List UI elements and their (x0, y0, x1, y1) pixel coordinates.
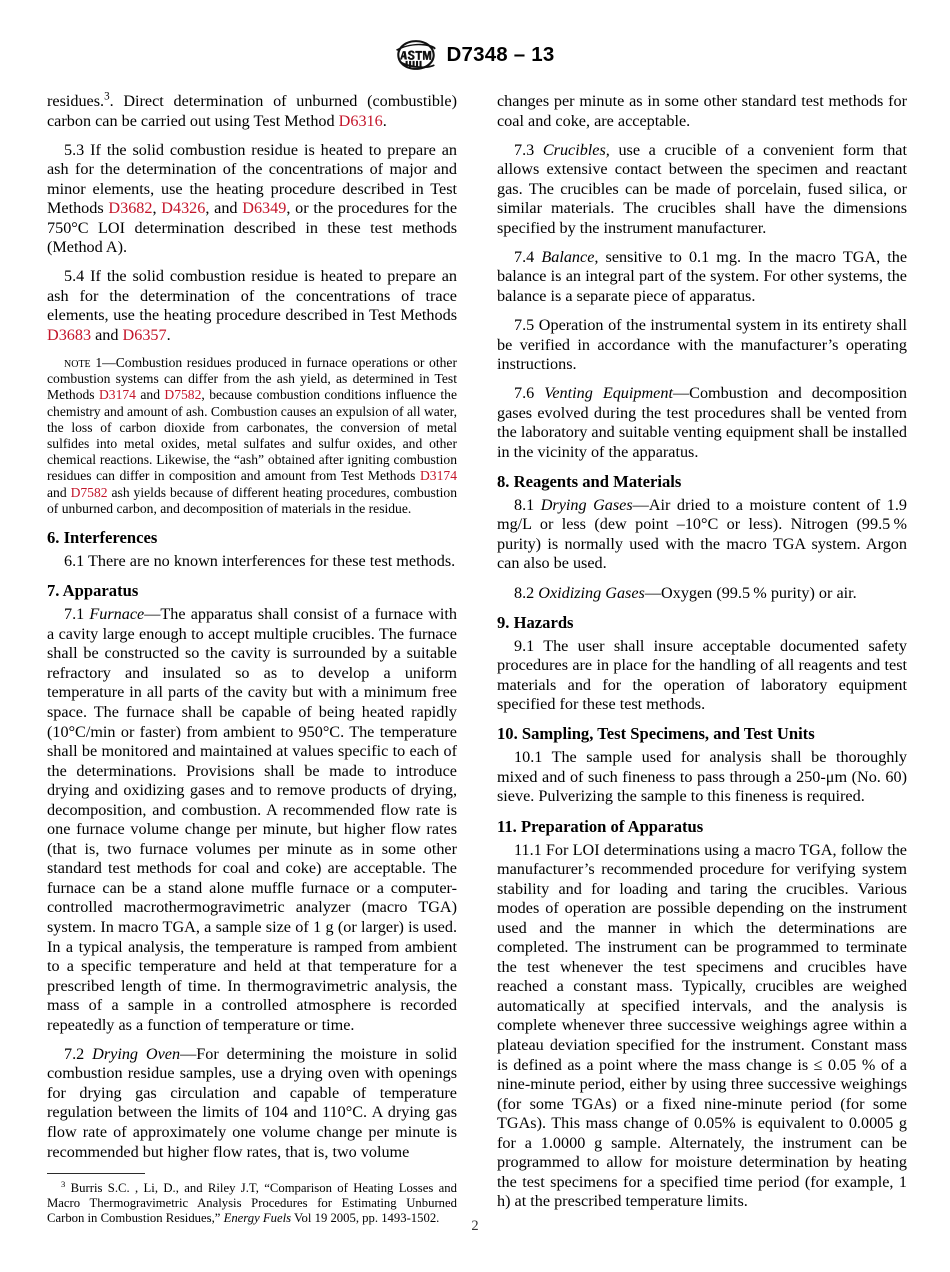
text-fragment: —Air dried to a moisture content of 1.9 mg/L or less (dew point –10°C or less). Nitrogen (99.5 % purity) is normally used with the macro TGA system. Argon can also be used. (497, 495, 907, 573)
text-fragment: , or the procedures for the 750°C LOI determination described in these test methods (Method A). (47, 199, 458, 257)
journal-title: Energy Fuels (223, 1211, 292, 1226)
text-fragment: —Oxygen (99.5 % purity) or air. (644, 583, 857, 602)
defined-term-balance: Balance, (541, 247, 599, 266)
paragraph-7-2 (47, 1045, 457, 1162)
standard-reference-d7582-b[interactable]: D7582 (70, 484, 108, 500)
text-fragment: , (152, 199, 162, 218)
text-fragment: and (135, 387, 165, 403)
text-fragment: Vol 19 2005, pp. 1493-1502. (291, 1211, 440, 1226)
clause-number: 7.2 (64, 1044, 93, 1063)
paragraph-8-2 (497, 584, 907, 604)
text-fragment: ash yields because of different heating procedures, combustion of unburned carbon, and decomposition of materials in the residue. (47, 484, 457, 516)
paragraph-8-1 (497, 496, 907, 574)
standard-reference-d6349[interactable]: D6349 (242, 199, 287, 218)
section-heading-8: 8. Reagents and Materials (497, 471, 682, 491)
paragraph-continued-residues (47, 92, 457, 131)
paragraph-7-4 (497, 248, 907, 307)
text-fragment: . (166, 326, 171, 345)
paragraph-10-1: 10.1 The sample used for analysis shall be thoroughly mixed and of such fineness to pass through a 250-μm (No. 60) sieve. Pulverizing the sample to this fineness is required. (497, 748, 907, 806)
section-heading-6: 6. Interferences (47, 528, 158, 548)
standard-reference-d7582[interactable]: D7582 (164, 387, 202, 403)
text-fragment: Burris S.C. , Li, D., and Riley J.T, “Comparison of Heating Losses and Macro Thermogravimetric Analysis Procedures for Estimating Unburned Carbon in Combustion Residues,” (47, 1181, 457, 1226)
paragraph-5-4 (47, 267, 457, 345)
clause-number: 8.1 (514, 495, 541, 514)
paragraph-6-1: 6.1 There are no known interferences for these test methods. (64, 552, 456, 571)
text-fragment: use a crucible of a convenient form that allows extensive contact between the specimen and reactant gas. The crucibles can be made of porcelain, fused silica, or similar materials. The crucibles shall have the dimensions specified by the instrument manufacturer. (497, 140, 907, 237)
defined-term-venting-equipment: Venting Equipment (544, 384, 673, 403)
text-fragment: sensitive to 0.1 mg. In the macro TGA, the balance is an integral part of the system. For other systems, the balance is a separate piece of apparatus. (497, 247, 908, 305)
footnote-marker[interactable]: 3 (104, 90, 110, 103)
footnote-number: 3 (61, 1178, 66, 1189)
paragraph-5-3 (47, 141, 457, 258)
paragraph-7-3 (497, 141, 907, 239)
footnote-separator-rule (47, 1173, 145, 1174)
standard-reference-d6316[interactable]: D6316 (338, 111, 383, 130)
page-number: 2 (471, 1218, 479, 1234)
defined-term-furnace: Furnace (89, 605, 145, 624)
defined-term-drying-oven: Drying Oven (92, 1044, 181, 1063)
paragraph-11-1: 11.1 For LOI determinations using a macro TGA, follow the manufacturer’s recommended procedure for verifying system stability and for loading and taring the crucibles. Various modes of operation are possible depending on the instrument used and the manner in which the determinations are completed. The instrument can be programmed to terminate the test whenever the test specimens and crucibles have reached a constant mass. Typically, crucibles are weighed automatically at specified intervals, and the analysis is complete whenever three successive weighings agree within a plateau deviation specified for the instrument. Constant mass is defined as a point where the mass change is ≤ 0.05 % of a nine-minute period, either by using three successive weighings (for some TGAs) or a fixed nine-minute period (for some TGAs). This mass change of 0.05% is equivalent to 0.0005 g for a 1.0000 g sample. Alternately, the instrument can be programmed to allow for moisture determination by heating the test specimens for a specified time period (for example, 1 h) at the prescribed temperature limits. (497, 840, 907, 1211)
defined-term-crucibles: Crucibles, (542, 140, 610, 159)
text-fragment: , because combustion conditions influence the chemistry and amount of ash. Combustion causes an expulsion of all water, the loss of carbon dioxide from carbonates, the conversion of metal sulfides into metal oxides, metal sulfates and sulfur oxides, and other chemical reactions. Likewise, the “ash” obtained after igniting combustion residues can differ in composition and amount from Test Methods (47, 387, 457, 484)
standard-reference-d3683[interactable]: D3683 (47, 326, 92, 345)
text-fragment: residues. (47, 92, 105, 110)
standard-reference-d3174-b[interactable]: D3174 (419, 468, 457, 484)
defined-term-oxidizing-gases: Oxidizing Gases (538, 583, 645, 602)
clause-number: 7.6 (514, 384, 545, 403)
text-fragment: and (47, 484, 71, 500)
clause-number: 7.1 (64, 605, 90, 624)
section-heading-9: 9. Hazards (497, 612, 574, 632)
paragraph-9-1: 9.1 The user shall insure acceptable documented safety procedures are in place for the handling of all reagents and test materials and for the operation of laboratory equipment specified for these test methods. (497, 636, 907, 714)
text-fragment: 5.3 If the solid combustion residue is heated to prepare an ash for the determination of the concentrations of major and minor elements, use the heating procedure described in Test Methods (47, 140, 457, 218)
right-column (497, 92, 907, 1227)
note-1 (47, 355, 457, 517)
text-fragment: . Direct determination of unburned (combustible) carbon can be carried out using Test Method (47, 92, 457, 130)
page-header (0, 38, 950, 72)
standard-reference-d6357[interactable]: D6357 (122, 326, 167, 345)
text-fragment: , and (205, 199, 243, 218)
paragraph-7-1 (47, 605, 457, 1035)
defined-term-drying-gases: Drying Gases (540, 495, 633, 514)
paragraph-7-6 (497, 384, 907, 462)
text-fragment: —For determining the moisture in solid combustion residue samples, use a drying oven with openings for drying gas circulation and capable of temperature regulation between the limits of 104 and 110°C. A drying gas flow rate of approximately one volume change per minute is recommended but higher flow rates, that is, two volume (47, 1044, 458, 1161)
text-fragment: —Combustion and decomposition gases evolved during the test procedures shall be vented from the laboratory and suitable venting equipment shall be installed in the vicinity of the apparatus. (497, 384, 908, 461)
section-heading-7: 7. Apparatus (47, 581, 139, 601)
standard-reference-d3682[interactable]: D3682 (108, 199, 153, 218)
astm-logo-icon (395, 38, 437, 72)
clause-number: 8.2 (514, 583, 539, 602)
clause-number: 7.4 (514, 247, 542, 266)
text-fragment: —The apparatus shall consist of a furnace with a cavity large enough to accept multiple crucibles. The furnace shall be constructed so the cavity is surrounded by a suitable refractory and insulated so as to develop a uniform temperature in all parts of the cavity but with a minimum free space. The furnace shall be capable of being heated rapidly (10°C/min or faster) from ambient to 950°C. The temperature shall be monitored and maintained at values specific to each of the determinations. Provisions shall be made to introduce drying and oxidizing gases and to remove products of drying, decomposition, and combustion. A recommended flow rate is one furnace volume change per minute, but higher flow rates (that is, two furnace volumes per minute as in some other standard test methods for coal and coke) are acceptable. The furnace can be a stand alone muffle furnace or a computer-controlled macrothermogravimetric analyzer (macro TGA) system. In macro TGA, a sample size of 1 g (or larger) is used. In a typical analysis, the temperature is ramped from ambient to a specific temperature and held at that temperature for a prescribed length of time. In thermogravimetric analysis, the mass of a sample in a controlled atmosphere is recorded repeatedly as a function of temperature or time. (47, 605, 458, 1034)
section-heading-11: 11. Preparation of Apparatus (497, 816, 704, 836)
note-label: note (64, 355, 91, 371)
standard-designation: D7348 – 13 (446, 43, 555, 66)
paragraph-7-5: 7.5 Operation of the instrumental system in its entirety shall be verified in accordance with the manufacturer’s operating instructions. (497, 315, 907, 374)
left-column (47, 92, 457, 1227)
two-column-body (47, 92, 908, 1227)
text-fragment: and (91, 326, 123, 345)
section-heading-10: 10. Sampling, Test Specimens, and Test Units (497, 724, 815, 744)
standard-reference-d4326[interactable]: D4326 (161, 199, 206, 218)
clause-number: 7.3 (514, 140, 543, 159)
standard-reference-d3174[interactable]: D3174 (98, 387, 136, 403)
paragraph-continued-7-2: changes per minute as in some other standard test methods for coal and coke, are acceptable. (497, 92, 907, 130)
text-fragment: —Combustion residues produced in furnace operations or other combustion systems can differ from the ash yield, as determined in Test Methods (47, 355, 457, 403)
note-number: 1 (90, 355, 103, 371)
text-fragment: . (382, 111, 387, 130)
text-fragment: 5.4 If the solid combustion residue is heated to prepare an ash for the determination of the concentrations of trace elements, use the heating procedure described in Test Methods (47, 267, 457, 325)
